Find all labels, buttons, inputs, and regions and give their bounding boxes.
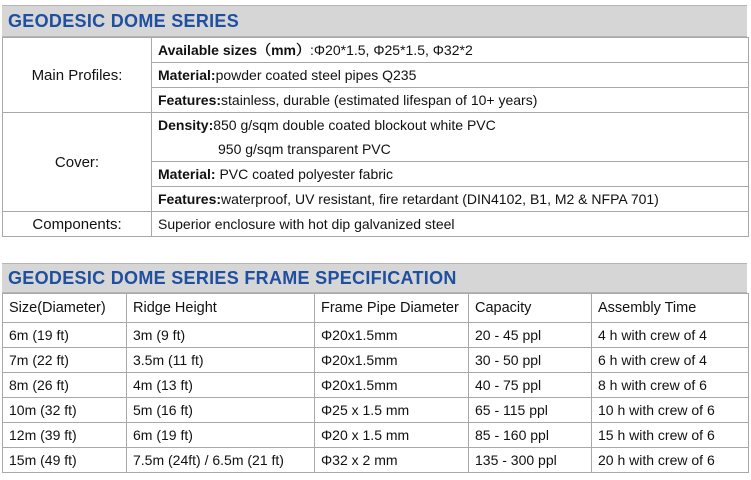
components-value: Superior enclosure with hot dip galvanized steel <box>152 212 749 237</box>
table-row <box>3 423 749 448</box>
table-row <box>3 348 749 373</box>
table-cell: 4 h with crew of 4 <box>592 323 749 348</box>
table-row <box>3 113 749 138</box>
cover-material-value: PVC coated polyester fabric <box>219 166 393 182</box>
cover-features-key: Features: <box>158 191 222 207</box>
density-key: Density: <box>158 117 214 133</box>
density-value-2: 950 g/sqm transparent PVC <box>152 137 749 162</box>
table-cell: 5m (16 ft) <box>127 398 315 423</box>
frame-spec-table <box>2 293 749 473</box>
table-cell: 3m (9 ft) <box>127 323 315 348</box>
table-cell: 6m (19 ft) <box>3 323 127 348</box>
table-cell: 4m (13 ft) <box>127 373 315 398</box>
cover-label: Cover: <box>3 113 152 212</box>
table-cell: 10 h with crew of 6 <box>592 398 749 423</box>
features-cell <box>152 88 749 113</box>
table-cell: 85 - 160 ppl <box>469 423 592 448</box>
table-row <box>3 448 749 473</box>
table-cell: 8 h with crew of 6 <box>592 373 749 398</box>
table-cell: 7.5m (24ft) / 6.5m (21 ft) <box>127 448 315 473</box>
column-header: Assembly Time <box>592 294 749 323</box>
table-cell: 6m (19 ft) <box>127 423 315 448</box>
table-row <box>3 323 749 348</box>
table-cell: Φ20x1.5mm <box>315 348 469 373</box>
material-value: powder coated steel pipes Q235 <box>215 67 417 83</box>
cover-material-key: Material: <box>158 166 220 182</box>
density-cell <box>152 113 749 138</box>
table-cell: 8m (26 ft) <box>3 373 127 398</box>
table-cell: 12m (39 ft) <box>3 423 127 448</box>
cover-features-value: waterproof, UV resistant, fire retardant (DIN4102, B1, M2 & NFPA 701) <box>221 191 659 207</box>
table-header-row <box>3 294 749 323</box>
sizes-cell <box>152 38 749 63</box>
table-cell: Φ20x1.5mm <box>315 373 469 398</box>
column-header: Ridge Height <box>127 294 315 323</box>
table-cell: 20 h with crew of 6 <box>592 448 749 473</box>
column-header: Capacity <box>469 294 592 323</box>
material-key: Material: <box>158 67 216 83</box>
table-cell: 20 - 45 ppl <box>469 323 592 348</box>
column-header: Frame Pipe Diameter <box>315 294 469 323</box>
spec-title: GEODESIC DOME SERIES FRAME SPECIFICATION <box>8 268 457 288</box>
sizes-key: Available sizes（mm） <box>158 42 310 58</box>
table-cell: Φ25 x 1.5 mm <box>315 398 469 423</box>
material-cell <box>152 63 749 88</box>
table-cell: 7m (22 ft) <box>3 348 127 373</box>
features-key: Features: <box>158 92 222 108</box>
spec-title-bar <box>2 263 747 293</box>
density-value: 850 g/sqm double coated blockout white PVC <box>213 117 496 133</box>
table-row <box>3 212 749 237</box>
table-cell: Φ20x1.5mm <box>315 323 469 348</box>
section-title: GEODESIC DOME SERIES <box>8 11 240 31</box>
table-cell: Φ20 x 1.5 mm <box>315 423 469 448</box>
table-cell: 40 - 75 ppl <box>469 373 592 398</box>
table-cell: 6 h with crew of 4 <box>592 348 749 373</box>
cover-features-cell <box>152 187 749 212</box>
table-cell: 15 h with crew of 6 <box>592 423 749 448</box>
table-row <box>3 38 749 63</box>
table-cell: 135 - 300 ppl <box>469 448 592 473</box>
main-profiles-label: Main Profiles: <box>3 38 152 113</box>
product-info-table <box>2 37 749 237</box>
table-row <box>3 373 749 398</box>
table-cell: 3.5m (11 ft) <box>127 348 315 373</box>
features-value: stainless, durable (estimated lifespan of 10+ years) <box>221 92 538 108</box>
table-row <box>3 398 749 423</box>
table-cell: 65 - 115 ppl <box>469 398 592 423</box>
cover-material-cell <box>152 162 749 187</box>
table-cell: 10m (32 ft) <box>3 398 127 423</box>
sizes-value: :Φ20*1.5, Φ25*1.5, Φ32*2 <box>310 42 473 58</box>
table-cell: Φ32 x 2 mm <box>315 448 469 473</box>
table-cell: 15m (49 ft) <box>3 448 127 473</box>
section-title-bar <box>2 5 747 37</box>
column-header: Size(Diameter) <box>3 294 127 323</box>
table-cell: 30 - 50 ppl <box>469 348 592 373</box>
components-label: Components: <box>3 212 152 237</box>
